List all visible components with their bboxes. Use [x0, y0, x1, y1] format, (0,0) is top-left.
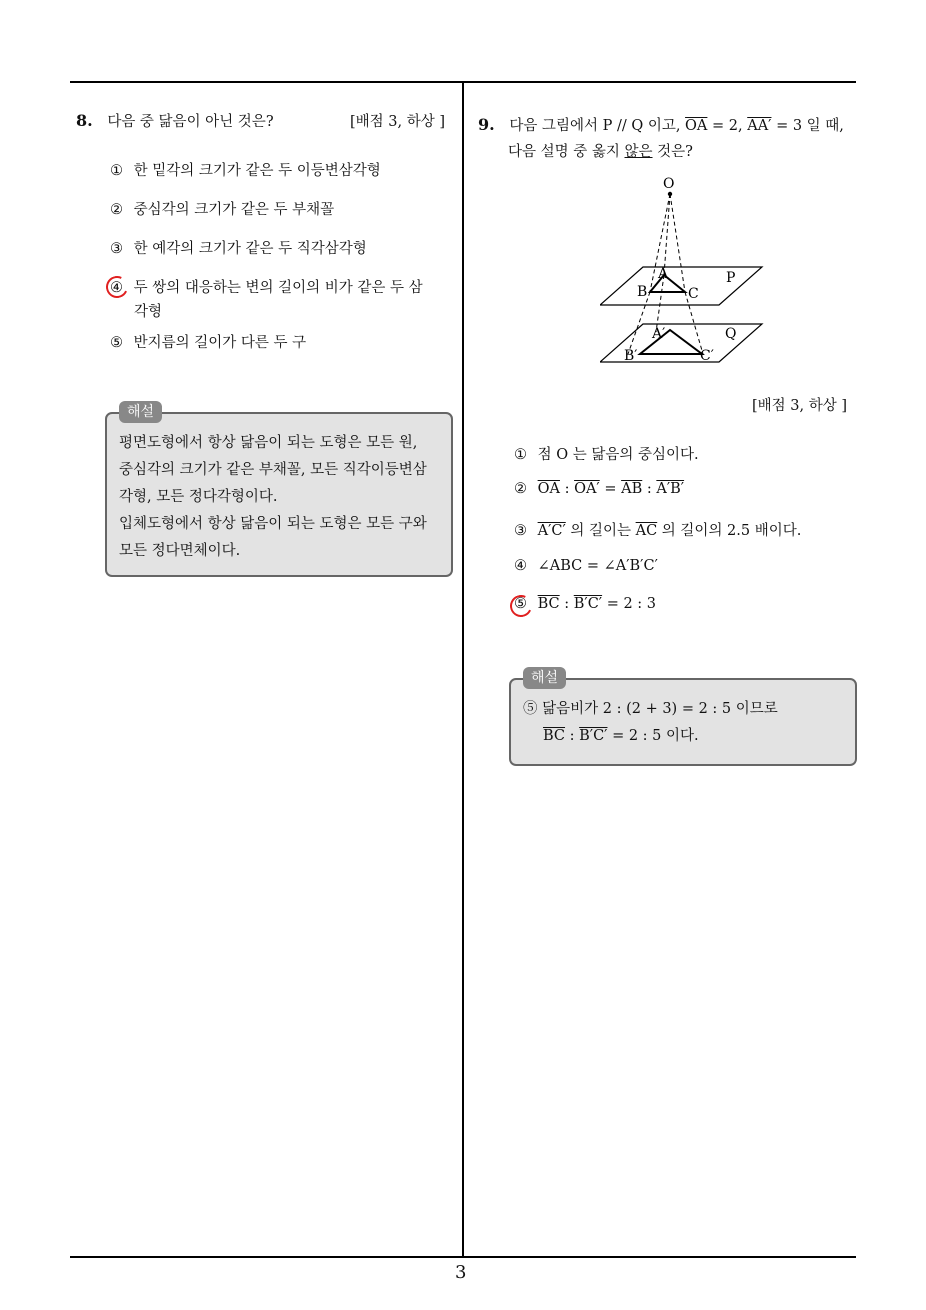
question-text: 다음 중 닮음이 아닌 것은?: [107, 114, 274, 130]
option-text: 중심각의 크기가 같은 두 부채꼴: [133, 202, 335, 218]
option-text: $\overline{OA}$ : $OA' = \overline{AB}$ : A′B′: [537, 481, 685, 497]
option-5[interactable]: [514, 596, 656, 612]
option-mark: ①: [110, 163, 123, 179]
question-text-line2: 다음 설명 중 옳지 않은 것은?: [508, 144, 693, 160]
score-label: [배점 3, 하상 ]: [350, 114, 446, 130]
option-4[interactable]: [514, 558, 658, 574]
option-2[interactable]: [110, 198, 334, 219]
question-number: 9.: [478, 115, 495, 134]
question-8: [76, 110, 274, 131]
option-text: ∠ABC = ∠A′B′C′: [537, 558, 658, 574]
option-text: 한 예각의 크기가 같은 두 직각삼각형: [133, 241, 367, 257]
option-text-cont: 각형: [134, 304, 163, 320]
label-b-prime: B′: [624, 348, 638, 364]
question-text: 다음 그림에서 P // Q 이고, $\overline{OA} = 2$, AA′ = 3 일 때,: [509, 118, 844, 134]
label-a-prime: A′: [652, 326, 666, 342]
label-q: Q: [725, 326, 737, 342]
figure-parallel-planes: [600, 172, 800, 372]
option-1[interactable]: [514, 443, 699, 464]
option-5[interactable]: [110, 331, 306, 352]
triangle-abc-prime: [640, 330, 702, 354]
label-o: O: [663, 176, 675, 192]
explanation-text: 평면도형에서 항상 닮음이 되는 도형은 모든 원, 중심각의 크기가 같은 부채꼴, 모든 직각이등변삼 각형, 모든 정다각형이다. 입체도형에서 항상 닮음이 되는 도형은 모든 구와 모든 정다면체이다.: [119, 435, 427, 559]
option-text: A′C′ 의 길이는 $\overline{AC}$ 의 길이의 2.5 배이다.: [537, 523, 802, 539]
option-mark: ③: [110, 241, 123, 257]
option-mark: ④: [514, 558, 527, 574]
option-mark: ⑤: [110, 335, 123, 351]
option-text: 반지름의 길이가 다른 두 구: [133, 335, 307, 351]
option-mark: ②: [110, 202, 123, 218]
option-mark: ⑤: [514, 596, 527, 612]
label-p: P: [726, 270, 736, 286]
explanation-text: ⑤ 닮음비가 2 : (2 + 3) = 2 : 5 이므로 $\overline{BC}$ : B′C′ = 2 : 5 이다.: [523, 701, 778, 744]
option-3[interactable]: [514, 519, 801, 540]
option-3[interactable]: [110, 237, 367, 258]
option-2[interactable]: [514, 481, 684, 497]
plane-p: [600, 267, 762, 305]
option-mark: ①: [514, 447, 527, 463]
score-label: [배점 3, 하상 ]: [752, 398, 848, 414]
explanation-box-q8: [105, 412, 453, 577]
label-a: A: [658, 266, 669, 282]
question-9: [478, 114, 844, 135]
label-c-prime: C′: [700, 348, 714, 364]
option-4[interactable]: [110, 276, 423, 324]
option-text: 점 O 는 닮음의 중심이다.: [537, 447, 699, 463]
option-mark: ③: [514, 523, 527, 539]
option-text: 한 밑각의 크기가 같은 두 이등변삼각형: [133, 163, 381, 179]
option-mark: ④: [110, 280, 123, 296]
bottom-rule: [70, 1256, 856, 1258]
option-text: 두 쌍의 대응하는 변의 길이의 비가 같은 두 삼: [133, 280, 423, 296]
page-number: 3: [455, 1262, 467, 1283]
column-divider: [462, 81, 464, 1258]
explanation-tag: 해설: [119, 401, 162, 423]
explanation-tag: 해설: [523, 667, 566, 689]
option-mark: ②: [514, 481, 527, 497]
option-1[interactable]: [110, 159, 381, 180]
label-c: C: [688, 286, 699, 302]
question-number: 8.: [76, 111, 93, 130]
option-text: $\overline{BC}$ : B′C′ = 2 : 3: [537, 596, 657, 612]
explanation-box-q9: [509, 678, 857, 766]
label-b: B: [637, 284, 648, 300]
